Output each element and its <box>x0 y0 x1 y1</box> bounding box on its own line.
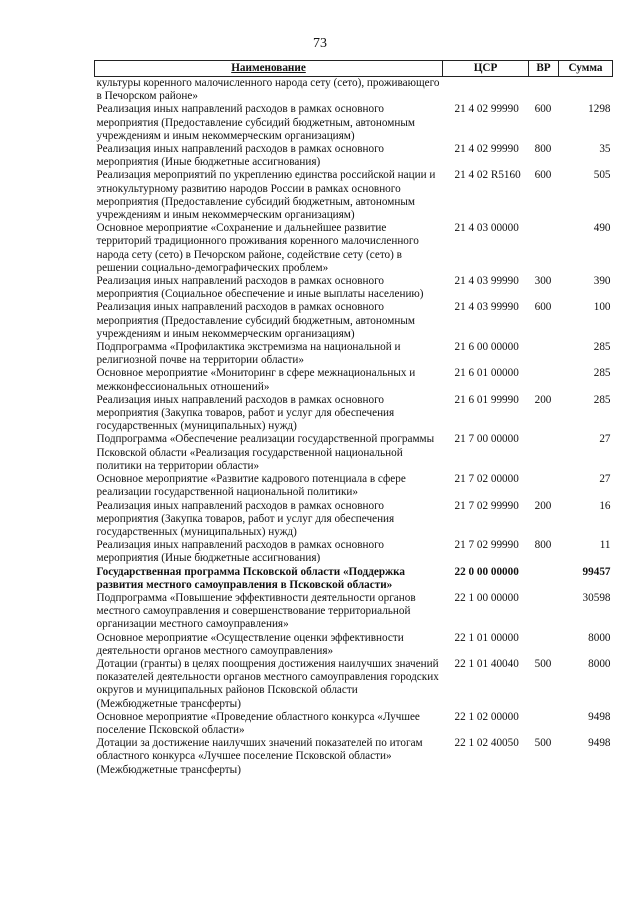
cell-vr: 600 <box>534 169 552 182</box>
cell-vr: 800 <box>534 539 552 552</box>
cell-name: Подпрограмма «Профилактика экстремизма на национальной и религиозной почве на территории области» <box>96 341 401 367</box>
cell-name: Дотации за достижение наилучших значений показателей по итогам областного конкурса «Лучшее поселение Псковской области» (Межбюджетные трансферты) <box>96 737 423 776</box>
cell-sum: 285 <box>593 393 611 406</box>
cell-csr: 22 1 02 00000 <box>454 710 519 723</box>
cell-csr: 21 4 03 99990 <box>454 275 519 288</box>
cell-vr <box>529 566 559 592</box>
cell-name: Основное мероприятие «Развитие кадрового потенциала в сфере реализации государственной национальной политики» <box>96 473 406 499</box>
cell-vr: 600 <box>534 103 552 116</box>
cell-name: Основное мероприятие «Проведение областного конкурса «Лучшее поселение Псковской области» <box>96 710 420 736</box>
table-row <box>95 301 613 341</box>
cell-vr: 500 <box>534 657 552 670</box>
table-row <box>95 711 613 737</box>
cell-vr: 300 <box>534 275 552 288</box>
cell-name: Подпрограмма «Повышение эффективности деятельности органов местного самоуправления и совершенствование территориальной организации местного самоуправления» <box>96 591 416 631</box>
cell-vr <box>529 473 559 499</box>
table-row <box>95 222 613 275</box>
cell-name: Реализация иных направлений расходов в рамках основного мероприятия (Предоставление субсидий бюджетным, автономным учреждениям и иным некоммерческим организациям) <box>96 301 415 340</box>
cell-csr: 21 7 02 99990 <box>454 539 519 552</box>
cell-vr <box>529 592 559 632</box>
table-row <box>95 394 613 434</box>
cell-name: Реализация иных направлений расходов в рамках основного мероприятия (Социальное обеспечение и иные выплаты населению) <box>96 275 424 301</box>
cell-sum: 100 <box>593 301 611 314</box>
table-row <box>95 433 613 473</box>
cell-sum: 285 <box>593 341 611 354</box>
cell-csr: 21 4 02 99990 <box>454 103 519 116</box>
cell-name: Основное мероприятие «Сохранение и дальнейшее развитие территорий традиционного проживания коренного малочисленного народа сету (сето) в Печорском районе, содействие сету (сето) в решении социально-демографических проблем» <box>96 222 419 274</box>
table-row <box>95 143 613 169</box>
cell-name: Реализация мероприятий по укреплению единства российской нации и этнокультурному развитию народов России в рамках основного мероприятия (Предоставление субсидий бюджетным, автономным учреждениям и иным некоммерческим организациям) <box>96 169 436 222</box>
cell-name: Основное мероприятие «Осуществление оценки эффективности деятельности органов местного самоуправления» <box>96 631 404 657</box>
table-row <box>95 103 613 143</box>
header-name: Наименование <box>95 61 443 77</box>
table-header-row <box>95 61 613 77</box>
cell-csr: 21 6 01 99990 <box>454 393 519 406</box>
cell-sum: 1298 <box>588 103 611 116</box>
cell-sum: 9498 <box>588 710 611 723</box>
cell-sum <box>559 77 613 104</box>
cell-vr <box>529 222 559 275</box>
cell-name: Реализация иных направлений расходов в рамках основного мероприятия (Иные бюджетные ассигнования) <box>96 143 384 169</box>
cell-vr <box>529 711 559 737</box>
cell-sum: 9498 <box>588 737 611 750</box>
cell-sum: 16 <box>599 499 611 512</box>
cell-vr <box>529 367 559 393</box>
table-row <box>95 275 613 301</box>
cell-name: Государственная программа Псковской области «Поддержка развития местного самоуправления в Псковской области» <box>96 565 406 591</box>
cell-vr <box>529 632 559 658</box>
cell-sum: 490 <box>593 222 611 235</box>
cell-sum: 8000 <box>588 631 611 644</box>
cell-sum: 27 <box>599 433 611 446</box>
cell-csr <box>443 77 529 104</box>
table-row <box>95 566 613 592</box>
cell-vr: 600 <box>534 301 552 314</box>
cell-csr: 21 6 00 00000 <box>454 341 519 354</box>
cell-sum: 35 <box>599 143 611 156</box>
cell-csr: 21 6 01 00000 <box>454 367 519 380</box>
header-sum: Сумма <box>559 61 613 77</box>
cell-sum: 99457 <box>582 565 611 578</box>
cell-sum: 30598 <box>582 591 611 604</box>
cell-vr: 800 <box>534 143 552 156</box>
cell-sum: 11 <box>599 539 611 552</box>
table-row <box>95 539 613 565</box>
cell-sum: 27 <box>599 473 611 486</box>
table-row <box>95 592 613 632</box>
table-row <box>95 632 613 658</box>
page-number: 73 <box>313 36 327 51</box>
cell-vr <box>529 433 559 473</box>
budget-table <box>94 60 613 777</box>
cell-name: Реализация иных направлений расходов в рамках основного мероприятия (Закупка товаров, работ и услуг для обеспечения государственных (муниципальных) нужд) <box>96 393 395 433</box>
cell-name: культуры коренного малочисленного народа сету (сето), проживающего в Печорском районе» <box>96 77 440 103</box>
cell-name: Реализация иных направлений расходов в рамках основного мероприятия (Закупка товаров, работ и услуг для обеспечения государственных (муниципальных) нужд) <box>96 499 395 538</box>
cell-name: Реализация иных направлений расходов в рамках основного мероприятия (Предоставление субсидий бюджетным, автономным учреждениям и иным некоммерческим организациям) <box>96 103 415 142</box>
cell-vr <box>529 77 559 104</box>
cell-csr: 22 1 01 00000 <box>454 631 519 644</box>
cell-csr: 22 1 02 40050 <box>454 737 519 750</box>
cell-vr: 200 <box>534 393 552 406</box>
cell-csr: 21 4 02 R5160 <box>454 169 521 182</box>
table-row <box>95 367 613 393</box>
table-row <box>95 658 613 711</box>
cell-sum: 285 <box>593 367 611 380</box>
cell-csr: 21 7 02 00000 <box>454 473 519 486</box>
cell-csr: 21 4 03 99990 <box>454 301 519 314</box>
cell-sum: 8000 <box>588 657 611 670</box>
cell-csr: 21 7 02 99990 <box>454 499 519 512</box>
cell-csr: 22 1 00 00000 <box>454 591 519 604</box>
header-vr: ВР <box>529 61 559 77</box>
cell-vr <box>529 341 559 367</box>
cell-name: Основное мероприятие «Мониторинг в сфере межнациональных и межконфессиональных отношений» <box>96 367 416 393</box>
cell-name: Реализация иных направлений расходов в рамках основного мероприятия (Иные бюджетные ассигнования) <box>96 539 384 565</box>
cell-vr: 200 <box>534 499 552 512</box>
cell-name: Подпрограмма «Обеспечение реализации государственной программы Псковской области «Реализация государственной национальной политики на территории области» <box>96 433 435 472</box>
table-row <box>95 500 613 540</box>
cell-csr: 21 7 00 00000 <box>454 433 519 446</box>
table-row <box>95 737 613 777</box>
table-row <box>95 169 613 222</box>
header-csr: ЦСР <box>443 61 529 77</box>
table-row <box>95 473 613 499</box>
table-row <box>95 341 613 367</box>
cell-sum: 390 <box>593 275 611 288</box>
cell-csr: 21 4 02 99990 <box>454 143 519 156</box>
cell-sum: 505 <box>593 169 611 182</box>
cell-csr: 22 1 01 40040 <box>454 657 519 670</box>
cell-vr: 500 <box>534 737 552 750</box>
cell-csr: 21 4 03 00000 <box>454 222 519 235</box>
table-row <box>95 77 613 104</box>
cell-name: Дотации (гранты) в целях поощрения достижения наилучших значений показателей деятельности органов местного самоуправления городских округов и муниципальных районов Псковской области (Межбюджетные трансферты) <box>96 657 439 710</box>
cell-csr: 22 0 00 00000 <box>454 565 519 578</box>
